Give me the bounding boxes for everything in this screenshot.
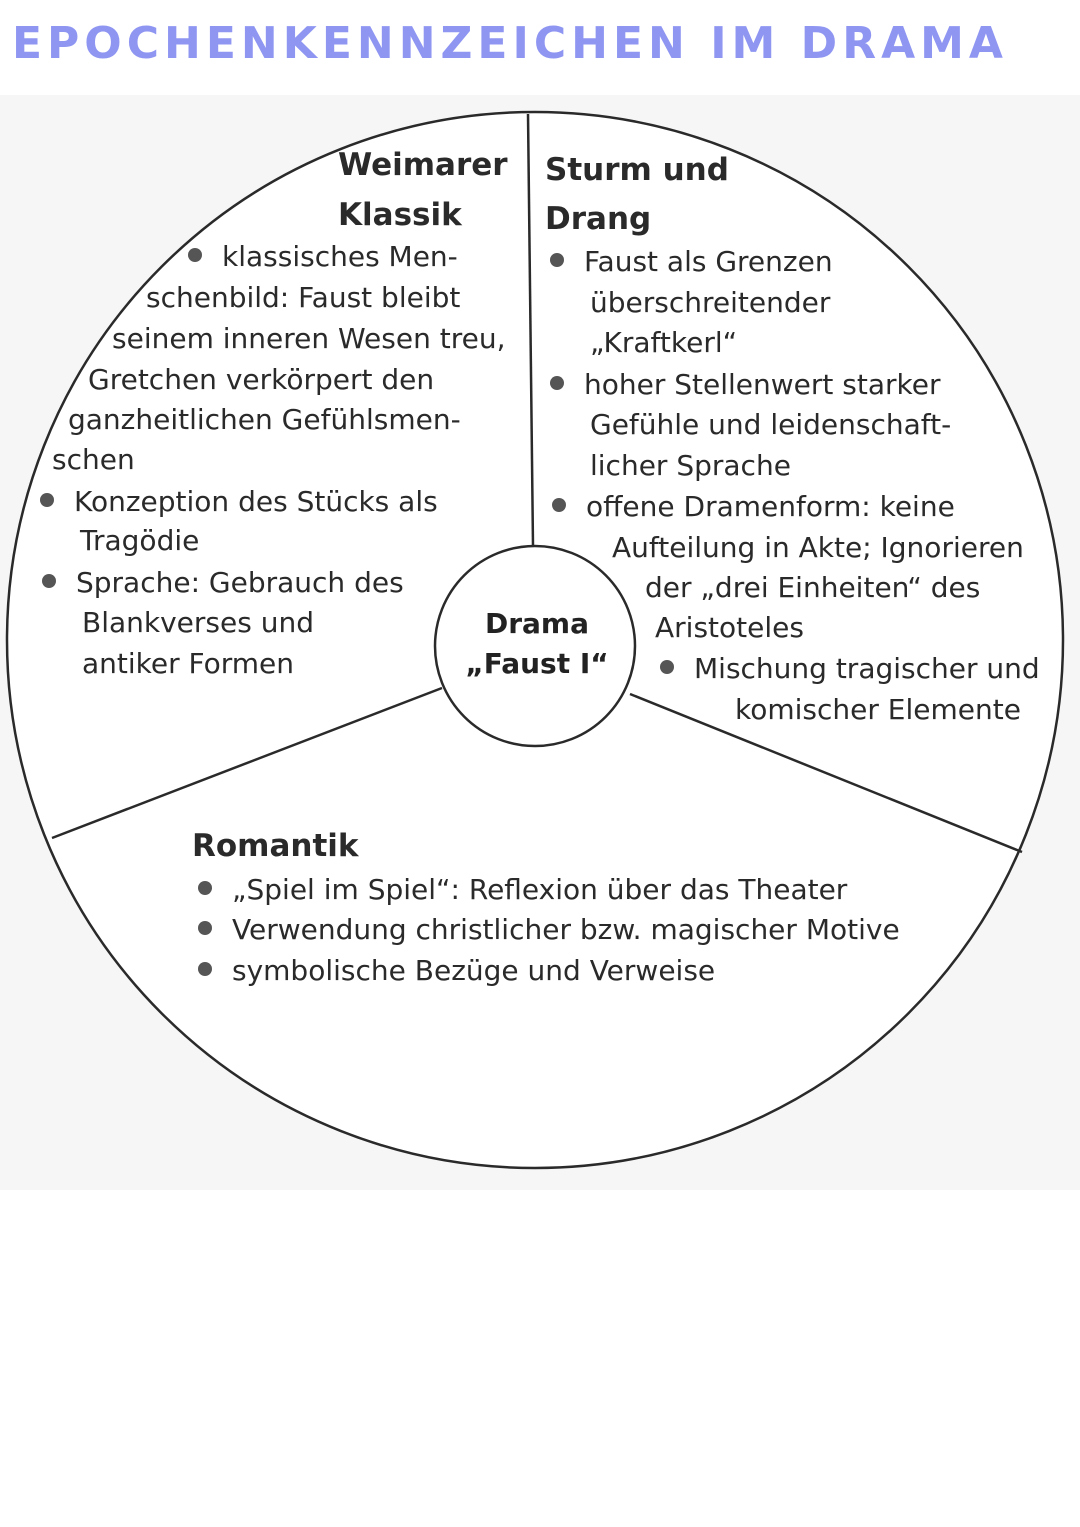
klassik-line-1: klassisches Men-: [188, 237, 458, 278]
klassik-line-10: Blankverses und: [82, 606, 314, 639]
klassik-line-4: Gretchen verkörpert den: [88, 363, 435, 396]
romantik-line-1: „Spiel im Spiel“: Reflexion über das Theater: [198, 870, 847, 911]
sturm-line-9: der „drei Einheiten“ des: [645, 571, 981, 604]
klassik-line-3: seinem inneren Wesen treu,: [112, 322, 506, 355]
sturm-line-3: „Kraftkerl“: [590, 326, 738, 359]
title-word-drama: DRAMA: [800, 18, 1008, 69]
klassik-line-9: Sprache: Gebrauch des: [42, 563, 404, 604]
sturm-line-1: Faust als Grenzen: [550, 242, 833, 283]
klassik-line-8: Tragödie: [80, 524, 200, 557]
center-label-line2: „Faust I“: [465, 647, 609, 680]
center-label-line1: Drama: [484, 607, 589, 640]
sturm-line-6: licher Sprache: [590, 449, 791, 482]
sturm-line-7: offene Dramenform: keine: [552, 487, 955, 528]
klassik-line-7: Konzeption des Stücks als: [40, 482, 438, 523]
klassik-line-2: schenbild: Faust bleibt: [146, 281, 461, 314]
klassik-line-11: antiker Formen: [82, 647, 295, 680]
title-word-epochen: EPOCHEN: [12, 18, 283, 69]
romantik-line-3: symbolische Bezüge und Verweise: [198, 951, 715, 992]
klassik-line-5: ganzheitlichen Gefühlsmen-: [68, 403, 461, 436]
sturm-line-11: Mischung tragischer und: [660, 649, 1040, 690]
romantik-line-2: Verwendung christlicher bzw. magischer Motive: [198, 910, 900, 951]
sturm-line-2: überschreitender: [590, 286, 831, 319]
sturm-line-12: komischer Elemente: [735, 693, 1021, 726]
klassik-heading-line2: Klassik: [338, 197, 462, 233]
sturm-line-5: Gefühle und leidenschaft-: [590, 408, 952, 441]
klassik-line-6: schen: [52, 443, 135, 476]
sturm-line-10: Aristoteles: [655, 611, 804, 644]
sturm-heading-line1: Sturm und: [545, 152, 729, 188]
title-word-kennzeichen: KENNZEICHEN: [282, 18, 690, 69]
center-label: [442, 604, 632, 684]
title-word-im: IM: [710, 18, 781, 69]
sturm-heading-line2: Drang: [545, 201, 652, 237]
romantik-heading: Romantik: [192, 828, 359, 864]
sturm-line-4: hoher Stellenwert starker: [550, 365, 940, 406]
klassik-heading-line1: Weimarer: [338, 147, 508, 183]
sturm-line-8: Aufteilung in Akte; Ignorieren: [612, 531, 1024, 564]
